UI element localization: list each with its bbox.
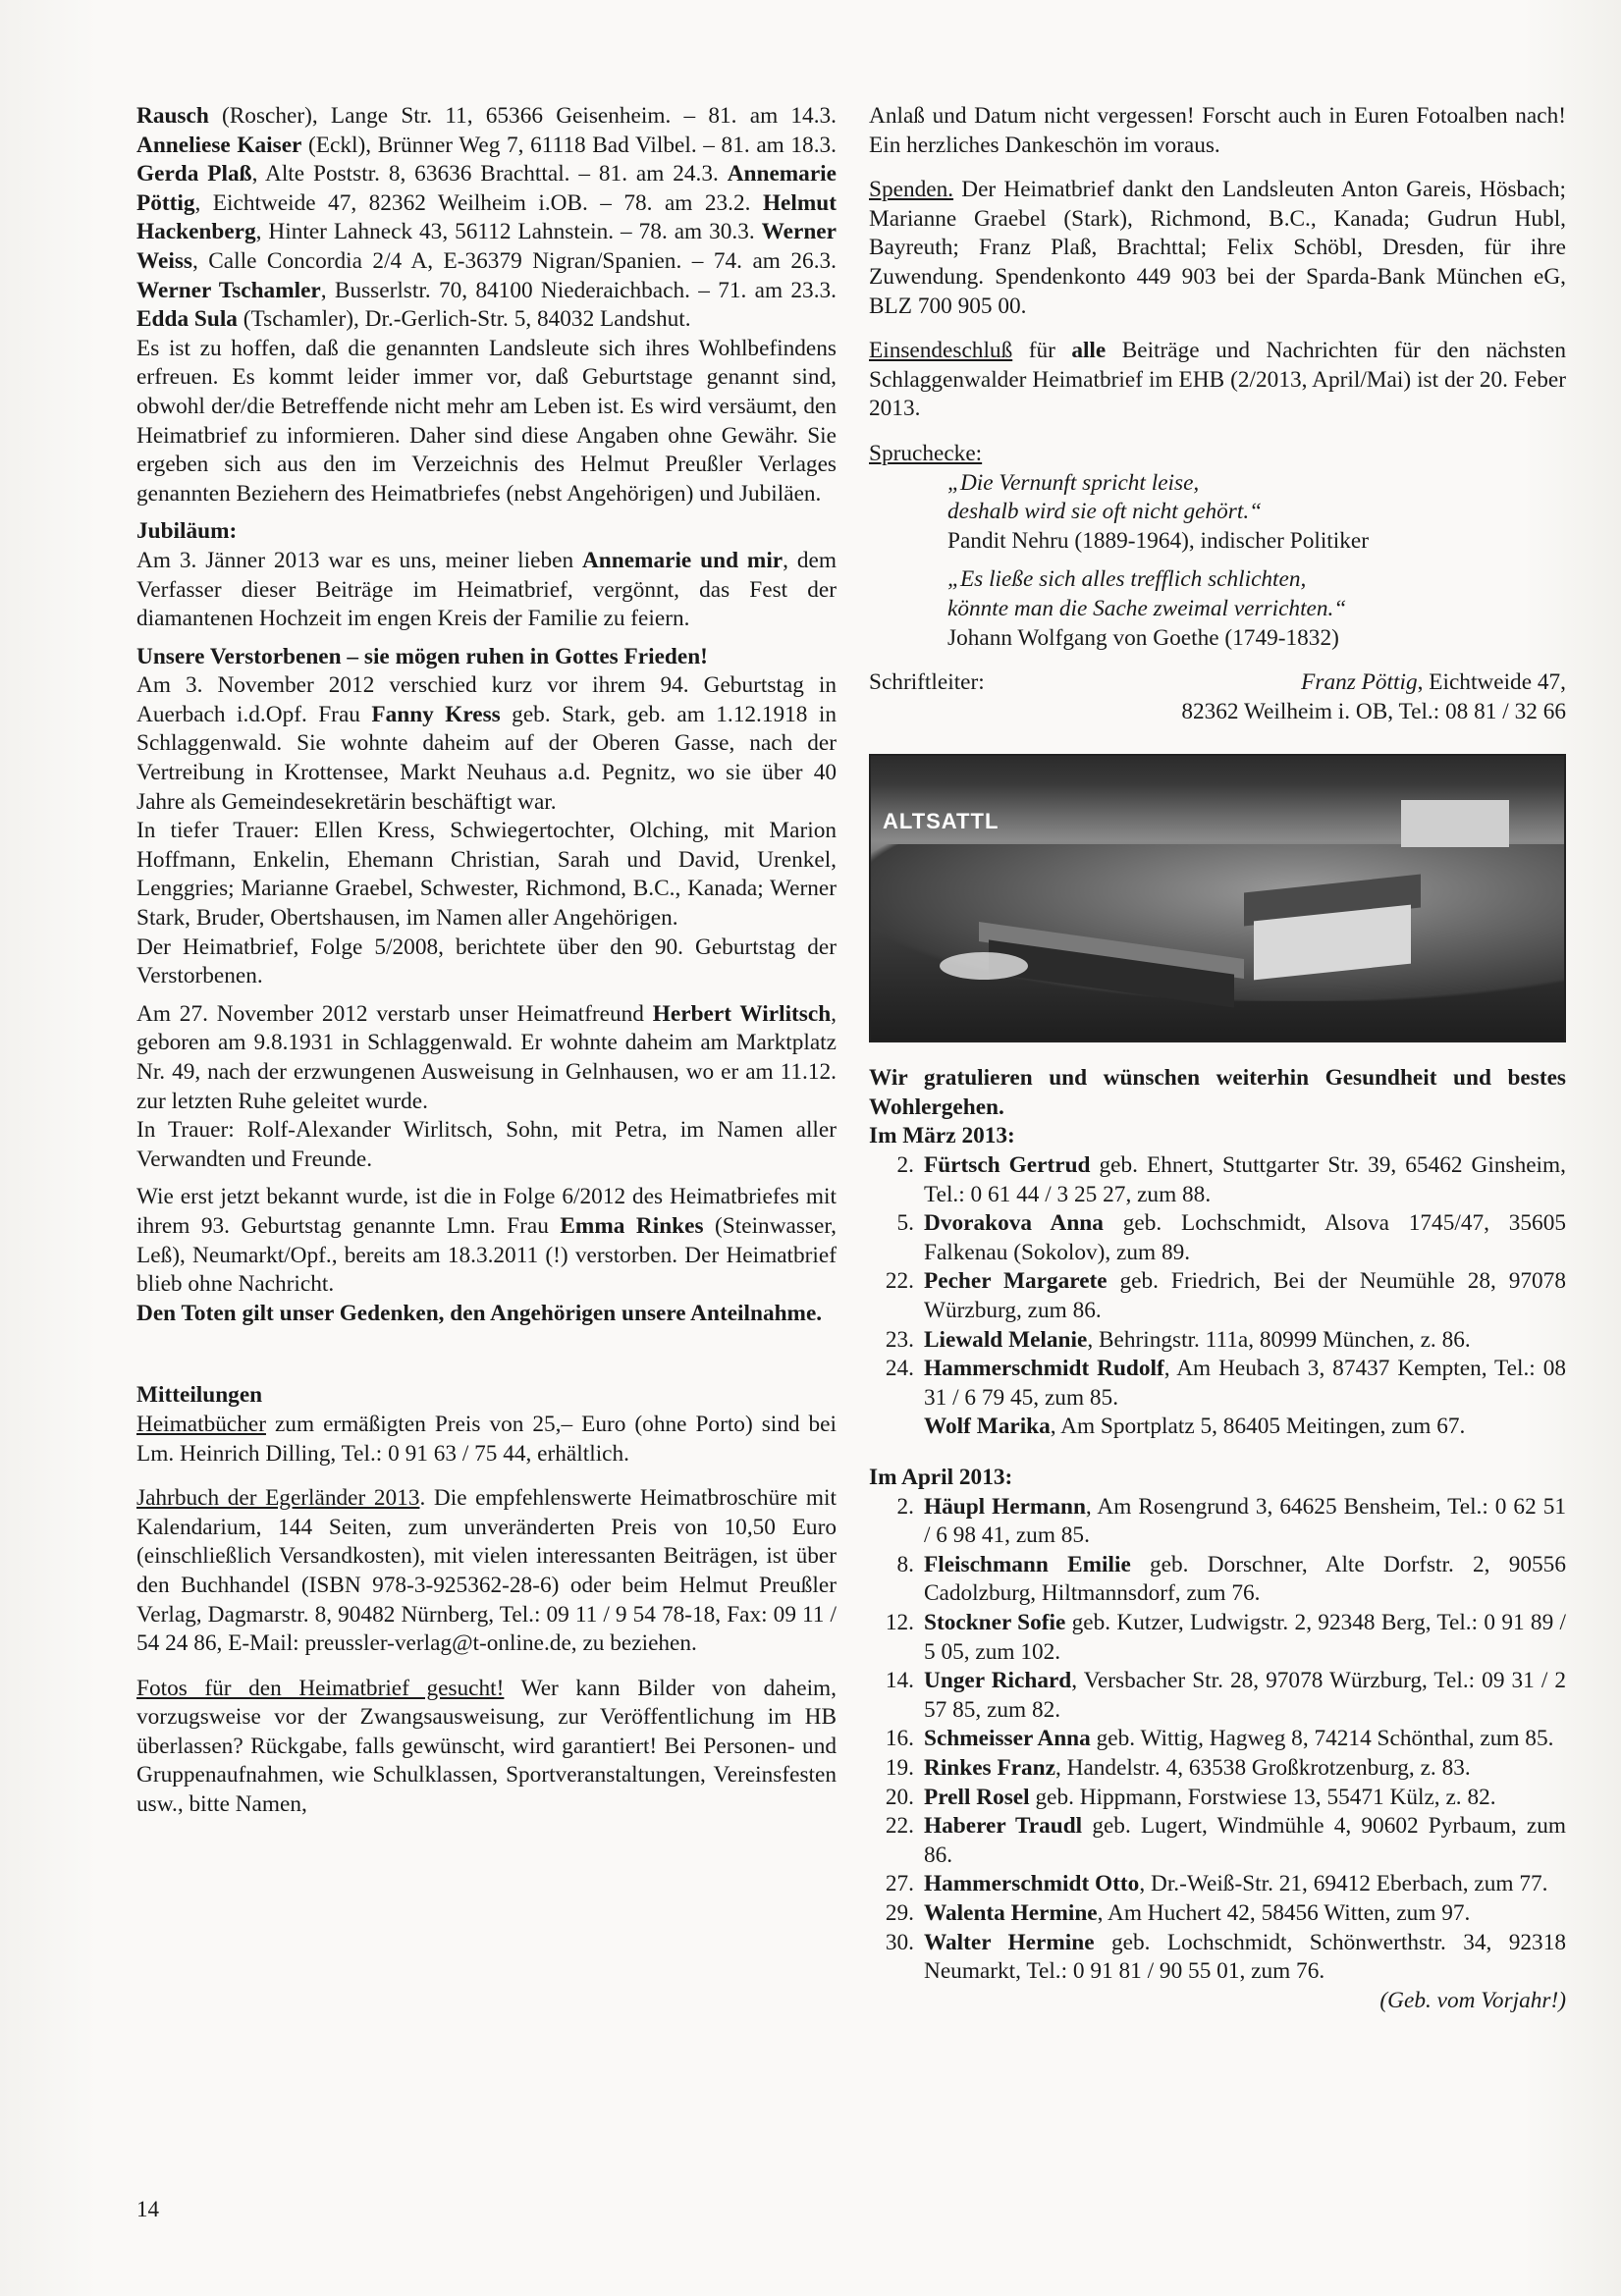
quote-line: könnte man die Sache zweimal verrichten.“ — [947, 595, 1347, 621]
day-number: 12. — [885, 1609, 914, 1635]
person-name: Annemarie Pöttig — [136, 161, 837, 216]
text: , Calle Concordia 2/4 A, E-36379 Nigran/Spanien. – 74. am 26.3. — [191, 247, 837, 274]
text: , Eichtweide 47, 82362 Weilheim i.OB. – 78. am 23.2. — [194, 189, 763, 216]
obituary-kress-mourners: In tiefer Trauer: Ellen Kress, Schwiegertochter, Olching, mit Marion Hoffmann, Enkelin, Ehemann Christian, Sarah und David, Urenkel, Lenggries; Marianne Graebel, Schwester, Richmond, B.C., Kanada; Werner Stark, Bruder, Obertshausen, im Namen aller Angehörigen. — [136, 818, 837, 932]
day-number: 5. — [896, 1210, 914, 1237]
list-item — [869, 1667, 1566, 1725]
obituary-kress — [136, 671, 837, 817]
text: , geboren am 9.8.1931 in Schlaggenwald. Er wohnte daheim am Marktplatz Nr. 49, nach der erzwungenen Ausweisung in Gelnhausen, wo er am 11.12. zur letzten Ruhe geleitet wurde. — [136, 1000, 837, 1114]
text: Am 3. Jänner 2013 war es uns, meiner lieben — [136, 547, 582, 573]
text: geb. Stark, geb. am 1.12.1918 in Schlaggenwald. Sie wohnte daheim auf der Oberen Gasse, nach der Vertreibung in Krottensee, Markt Neuhaus a.d. Pegnitz, wo sie über 40 Jahre als Gemeindesekretärin beschäftigt war. — [136, 701, 837, 815]
quote-line: „Die Vernunft spricht leise, — [947, 469, 1200, 496]
editor-block — [869, 668, 1566, 726]
page-number: 14 — [136, 2197, 159, 2221]
emphasis: alle — [1071, 338, 1107, 364]
text: Am 27. November 2012 verstarb unser Heimatfreund — [136, 1000, 653, 1027]
quote-goethe — [869, 565, 1566, 653]
text: , Hinter Lahneck 43, 56112 Lahnstein. – 78. am 30.3. — [255, 219, 762, 245]
april-heading: Im April 2013: — [869, 1465, 1013, 1490]
text: geb. Wittig, Hagweg 8, 74214 Schönthal, zum 85. — [1090, 1726, 1554, 1752]
list-item — [869, 1812, 1566, 1870]
person-name: Dvorakova Anna — [924, 1210, 1104, 1237]
person-name: Hammerschmidt Rudolf — [924, 1356, 1164, 1382]
person-name: Fanny Kress — [371, 701, 501, 727]
person-name: Gerda Plaß — [136, 161, 252, 187]
list-item — [869, 1754, 1566, 1784]
announcement-heimatbuecher — [136, 1411, 837, 1468]
day-number: 14. — [885, 1668, 914, 1694]
day-number: 2. — [896, 1493, 914, 1520]
text: geb. Lugert, Windmühle 4, 90602 Pyrbaum, zum 86. — [924, 1813, 1567, 1868]
quote-line: deshalb wird sie oft nicht gehört.“ — [947, 499, 1263, 525]
photo-caption-label: ALTSATTL — [883, 809, 1000, 834]
quote-author: Pandit Nehru (1889-1964), indischer Politiker — [947, 527, 1369, 554]
text: , Handelstr. 4, 63538 Großkrotzenburg, z. 83. — [1054, 1754, 1471, 1781]
list-item — [869, 1725, 1566, 1754]
obituary-heading: Unsere Verstorbenen – sie mögen ruhen in Gottes Frieden! — [136, 643, 708, 669]
person-name: Prell Rosel — [924, 1784, 1030, 1810]
announcement-fotos — [136, 1675, 837, 1820]
quote-nehru — [869, 469, 1566, 557]
april-birthday-list — [869, 1493, 1566, 1987]
text: geb. Lochschmidt, Schönwerthstr. 34, 92318 Neumarkt, Tel.: 0 91 81 / 90 55 01, zum 76. — [924, 1929, 1567, 1985]
day-number: 27. — [885, 1871, 914, 1897]
day-number: 22. — [885, 1268, 914, 1295]
obituary-wirlitsch-mourners: In Trauer: Rolf-Alexander Wirlitsch, Sohn, mit Petra, im Namen aller Verwandten und Freunde. — [136, 1117, 837, 1172]
text: , Alte Poststr. 8, 63636 Brachttal. – 81. am 24.3. — [251, 161, 728, 187]
day-number: 23. — [885, 1326, 914, 1353]
text: (Steinwasser, Leß), Neumarkt/Opf., bereits am 18.3.2011 (!) verstorben. Der Heimatbrief blieb ohne Nachricht. — [136, 1212, 837, 1298]
text: , Versbacher Str. 28, 97078 Würzburg, Tel.: 09 31 / 2 57 85, zum 82. — [924, 1668, 1566, 1723]
day-number: 24. — [885, 1356, 914, 1382]
list-item — [869, 1899, 1566, 1929]
person-name: Werner Weiss — [136, 219, 837, 274]
day-number — [869, 1413, 924, 1442]
list-item — [869, 1267, 1566, 1325]
person-name: Walter Hermine — [924, 1929, 1095, 1955]
emphasis: Annemarie und mir — [581, 547, 783, 573]
person-name: Haberer Traudl — [924, 1813, 1083, 1840]
text: Wer kann Bilder von daheim, vorzugsweise vor der Zwangsausweisung, zur Veröffentlichung im HB überlassen? Rückgabe, falls gewünscht, wird garantiert! Bei Personen- und Gruppenaufnahmen, wie Schulklassen, Sportveranstaltungen, Vereinsfesten usw., bitte Namen, — [136, 1675, 837, 1818]
person-name: Pecher Margarete — [924, 1268, 1108, 1295]
day-number: 16. — [885, 1726, 914, 1752]
day-number: 2. — [896, 1152, 914, 1179]
deadline-paragraph — [869, 337, 1566, 424]
list-item — [869, 1609, 1566, 1667]
person-name: Stockner Sofie — [924, 1609, 1066, 1635]
person-name: Unger Richard — [924, 1668, 1072, 1694]
text: geb. Hippmann, Forstwiese 13, 55471 Külz, z. 82. — [1029, 1784, 1496, 1810]
person-name: Herbert Wirlitsch — [652, 1000, 832, 1027]
list-item — [869, 1493, 1566, 1551]
right-column — [869, 102, 1566, 2015]
left-column — [136, 102, 837, 1820]
text: (Eckl), Brünner Weg 7, 61118 Bad Vilbel. – 81. am 18.3. — [301, 132, 838, 158]
person-name: Edda Sula — [136, 306, 238, 333]
march-birthday-list — [869, 1151, 1566, 1442]
day-number: 22. — [885, 1813, 914, 1840]
text: , Am Sportplatz 5, 86405 Meitingen, zum 67. — [1050, 1414, 1466, 1440]
condolence-line: Den Toten gilt unser Gedenken, den Angehörigen unsere Anteilnahme. — [136, 1300, 823, 1326]
text: (Tschamler), Dr.-Gerlich-Str. 5, 84032 Landshut. — [237, 306, 691, 333]
list-item — [869, 1551, 1566, 1609]
text: geb. Ehnert, Stuttgarter Str. 39, 65462 Ginsheim, Tel.: 0 61 44 / 3 25 27, zum 88. — [924, 1152, 1566, 1207]
list-item — [869, 1870, 1566, 1899]
announcement-jahrbuch — [136, 1484, 837, 1659]
text: zum ermäßigten Preis von 25,– Euro (ohne Porto) sind bei Lm. Heinrich Dilling, Tel.: 0 91 63 / 75 44, erhältlich. — [136, 1411, 837, 1467]
text: , Am Rosengrund 3, 64625 Bensheim, Tel.: 0 62 51 / 6 98 41, zum 85. — [924, 1493, 1567, 1549]
list-item — [869, 1784, 1566, 1813]
topic-label: Einsendeschluß — [869, 338, 1013, 364]
person-name: Rausch — [136, 103, 209, 129]
list-item — [869, 1355, 1566, 1413]
editor-label: Schriftleiter: — [869, 669, 985, 696]
day-number: 19. — [885, 1754, 914, 1781]
list-item — [869, 1929, 1566, 1987]
list-item — [869, 1413, 1566, 1442]
text: , Am Heubach 3, 87437 Kempten, Tel.: 08 31 / 6 79 45, zum 85. — [924, 1356, 1566, 1411]
obituary-rinkes — [136, 1183, 837, 1299]
person-name: Schmeisser Anna — [924, 1726, 1091, 1752]
text: , Busserlstr. 70, 84100 Niederaichbach. – 71. am 23.3. — [320, 277, 837, 303]
text: geb. Friedrich, Bei der Neumühle 28, 97078 Würzburg, zum 86. — [924, 1268, 1566, 1324]
text: , Behringstr. 111a, 80999 München, z. 86. — [1087, 1326, 1471, 1353]
day-number: 30. — [885, 1929, 914, 1955]
jubilaeum-paragraph — [136, 547, 837, 634]
day-number: 29. — [885, 1899, 914, 1926]
editor-address: , Eichtweide 47, — [1417, 669, 1566, 696]
topic-label: Heimatbücher — [136, 1411, 266, 1437]
day-number: 20. — [885, 1784, 914, 1810]
day-number: 8. — [896, 1551, 914, 1577]
text: . Die empfehlenswerte Heimatbroschüre mit Kalendarium, 144 Seiten, zum unveränderten Preis von 10,50 Euro (einschließlich Versandkosten), mit vielen interessanten Beiträgen, ist über den Buchhandel (ISBN 978-3-925362-28-6) oder beim Helmut Preußler Verlag, Dagmarstr. 8, 90482 Nürnberg, Tel.: 09 11 / 9 54 78-18, Fax: 09 11 / 54 24 86, E-Mail: preussler-verlag@t-online.de, zu beziehen. — [136, 1485, 837, 1657]
obituary-kress-note: Der Heimatbrief, Folge 5/2008, berichtete über den 90. Geburtstag der Verstorbenen. — [136, 934, 837, 989]
person-name: Rinkes Franz — [924, 1754, 1055, 1781]
person-name: Anneliese Kaiser — [136, 132, 302, 158]
congratulations-heading: Wir gratulieren und wünschen weiterhin Gesundheit und bestes Wohlergehen. — [869, 1065, 1566, 1120]
text: Wie erst jetzt bekannt wurde, ist die in Folge 6/2012 des Heimatbriefes mit ihrem 93. Geburtstag genannte Lmn. Frau — [136, 1184, 837, 1239]
topic-label: Jahrbuch der Egerländer 2013 — [136, 1485, 420, 1512]
topic-label: Spenden. — [869, 177, 954, 203]
editor-address-line2: 82362 Weilheim i. OB, Tel.: 08 81 / 32 66 — [1181, 698, 1566, 724]
text: geb. Dorschner, Alte Dorfstr. 2, 90556 Cadolzburg, Hiltmannsdorf, zum 76. — [924, 1551, 1566, 1607]
text: für — [1012, 338, 1072, 364]
announcements-heading: Mitteilungen — [136, 1382, 263, 1409]
person-name: Hammerschmidt Otto — [924, 1871, 1140, 1897]
disclaimer-paragraph: Es ist zu hoffen, daß die genannten Landsleute sich ihres Wohlbefindens erfreuen. Es kommt leider immer vor, daß Geburtstage genannt sind, obwohl der/die Betreffende nicht mehr am Leben ist. Es wird versäumt, den Heimatbrief zu informieren. Daher sind diese Angaben ohne Gewähr. Sie ergeben sich aus den im Verzeichnis des Helmut Preußler Verlages genannten Beziehern des Heimatbriefes (nebst Angehörigen) und Jubiläen. — [136, 335, 837, 507]
text: Am 3. November 2012 verschied kurz vor ihrem 94. Geburtstag in Auerbach i.d.Opf. Frau — [136, 672, 837, 727]
person-name: Werner Tschamler — [136, 277, 321, 303]
birthday-list-continued — [136, 102, 837, 335]
text: geb. Kutzer, Ludwigstr. 2, 92348 Berg, Tel.: 0 91 89 / 5 05, zum 102. — [924, 1609, 1566, 1665]
quotes-heading: Spruchecke: — [869, 440, 983, 466]
list-item — [869, 1326, 1566, 1356]
historic-photo-altsattl — [869, 754, 1566, 1042]
editor-name: Franz Pöttig — [1301, 669, 1418, 696]
person-name: Walenta Hermine — [924, 1899, 1098, 1926]
jubilaeum-heading: Jubiläum: — [136, 518, 238, 545]
obituary-wirlitsch — [136, 1000, 837, 1116]
donations-paragraph — [869, 176, 1566, 321]
announcement-fotos-continued: Anlaß und Datum nicht vergessen! Forscht auch in Euren Fotoalben nach! Ein herzliches Dankeschön im voraus. — [869, 103, 1566, 158]
list-item — [869, 1151, 1566, 1209]
quote-line: „Es ließe sich alles trefflich schlichten, — [947, 566, 1307, 593]
person-name: Wolf Marika — [924, 1414, 1051, 1440]
text: Der Heimatbrief dankt den Landsleuten Anton Gareis, Hösbach; Marianne Graebel (Stark), Richmond, B.C., Kanada; Gudrun Hubl, Bayreuth; Franz Plaß, Brachttal; Felix Schöbl, Dresden, für ihre Zuwendung. Spendenkonto 449 903 bei der Sparda-Bank München eG, BLZ 700 905 00. — [869, 177, 1566, 319]
march-heading: Im März 2013: — [869, 1123, 1015, 1149]
topic-label: Fotos für den Heimatbrief gesucht! — [136, 1675, 505, 1701]
person-name: Fürtsch Gertrud — [924, 1152, 1091, 1179]
text: , Dr.-Weiß-Str. 21, 69412 Eberbach, zum 77. — [1139, 1871, 1548, 1897]
text: , Am Huchert 42, 58456 Witten, zum 97. — [1097, 1899, 1471, 1926]
text: , dem Verfasser dieser Beiträge im Heimatbrief, vergönnt, das Fest der diamantenen Hochzeit im engen Kreis der Familie zu feiern. — [136, 547, 837, 632]
person-name: Fleischmann Emilie — [924, 1551, 1131, 1577]
person-name: Häupl Hermann — [924, 1493, 1086, 1520]
list-item — [869, 1209, 1566, 1267]
person-name: Emma Rinkes — [560, 1212, 704, 1239]
text: geb. Lochschmidt, Alsova 1745/47, 35605 Falkenau (Sokolov), zum 89. — [924, 1210, 1566, 1265]
quote-author: Johann Wolfgang von Goethe (1749-1832) — [947, 624, 1339, 651]
text: Beiträge und Nachrichten für den nächsten Schlaggenwalder Heimatbrief im EHB (2/2013, April/Mai) ist der 20. Feber 2013. — [869, 338, 1566, 422]
person-name: Liewald Melanie — [924, 1326, 1088, 1353]
text: (Roscher), Lange Str. 11, 65366 Geisenheim. – 81. am 14.3. — [208, 103, 837, 129]
person-name: Helmut Hackenberg — [136, 189, 837, 245]
previous-year-note: (Geb. vom Vorjahr!) — [1379, 1987, 1566, 2013]
